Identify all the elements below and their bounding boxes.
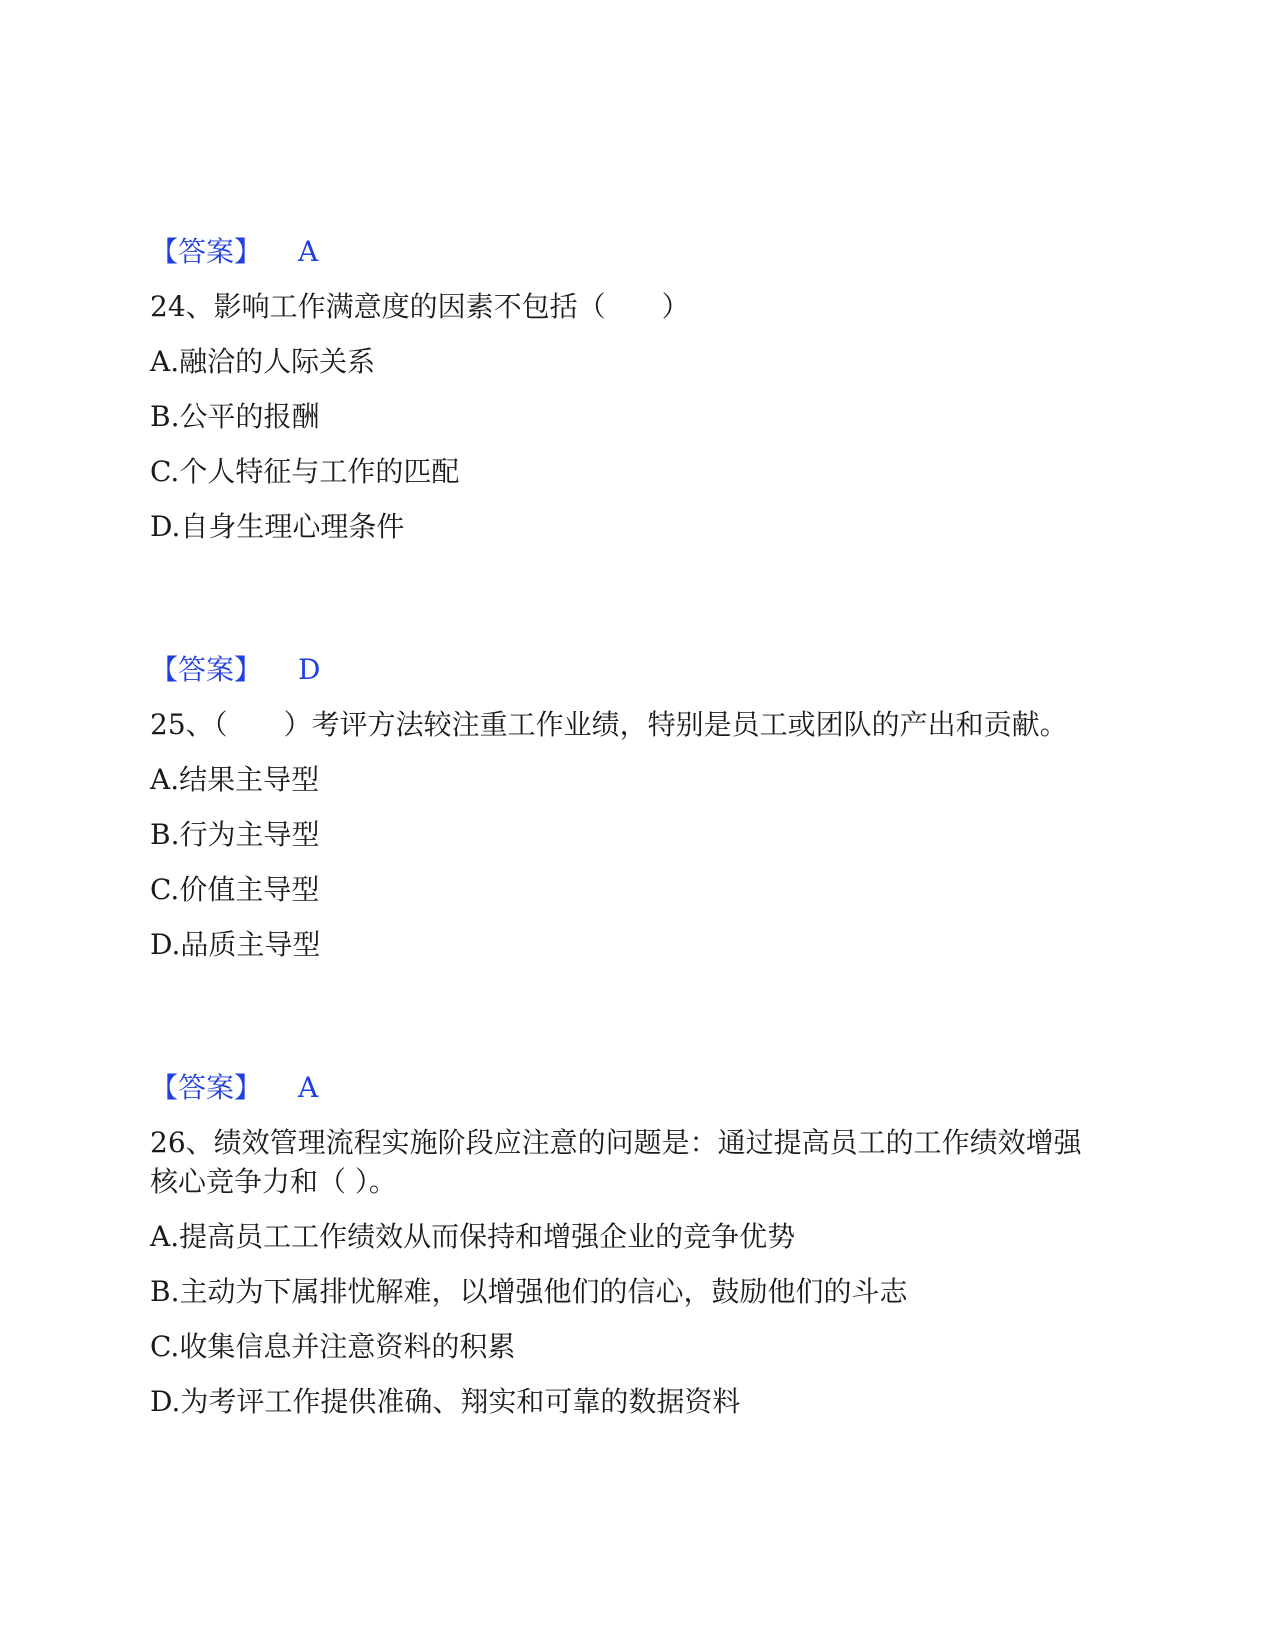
question-24-option-a: A.融洽的人际关系 xyxy=(150,345,376,378)
question-26-text-line1: 26、绩效管理流程实施阶段应注意的问题是：通过提高员工的工作绩效增强 xyxy=(150,1126,1082,1159)
question-26-option-a: A.提高员工工作绩效从而保持和增强企业的竞争优势 xyxy=(150,1220,796,1253)
question-25-option-b: B.行为主导型 xyxy=(150,818,320,851)
answer-label: 【答案】 xyxy=(150,1071,263,1104)
answer-row xyxy=(150,1068,318,1108)
answer-label: 【答案】 xyxy=(150,653,263,686)
question-25-option-c: C.价值主导型 xyxy=(150,873,320,906)
question-25-option-d: D.品质主导型 xyxy=(150,928,321,961)
question-24-option-d: D.自身生理心理条件 xyxy=(150,510,405,543)
answer-row xyxy=(150,650,320,690)
question-24-option-b: B.公平的报酬 xyxy=(150,400,320,433)
question-24-text: 24、影响工作满意度的因素不包括（ ） xyxy=(150,290,690,323)
question-26-option-b: B.主动为下属排忧解难，以增强他们的信心，鼓励他们的斗志 xyxy=(150,1275,908,1308)
answer-label: 【答案】 xyxy=(150,235,263,268)
question-24-option-c: C.个人特征与工作的匹配 xyxy=(150,455,460,488)
answer-value: A xyxy=(298,235,319,268)
question-26-text-line2: 核心竞争力和（ ）。 xyxy=(150,1165,397,1198)
question-25-option-a: A.结果主导型 xyxy=(150,763,320,796)
answer-value: A xyxy=(298,1071,319,1104)
answer-row xyxy=(150,232,318,272)
question-26-option-c: C.收集信息并注意资料的积累 xyxy=(150,1330,516,1363)
answer-value: D xyxy=(298,653,321,686)
question-25-text: 25、（ ）考评方法较注重工作业绩，特别是员工或团队的产出和贡献。 xyxy=(150,708,1068,741)
question-26-option-d: D.为考评工作提供准确、翔实和可靠的数据资料 xyxy=(150,1385,741,1418)
